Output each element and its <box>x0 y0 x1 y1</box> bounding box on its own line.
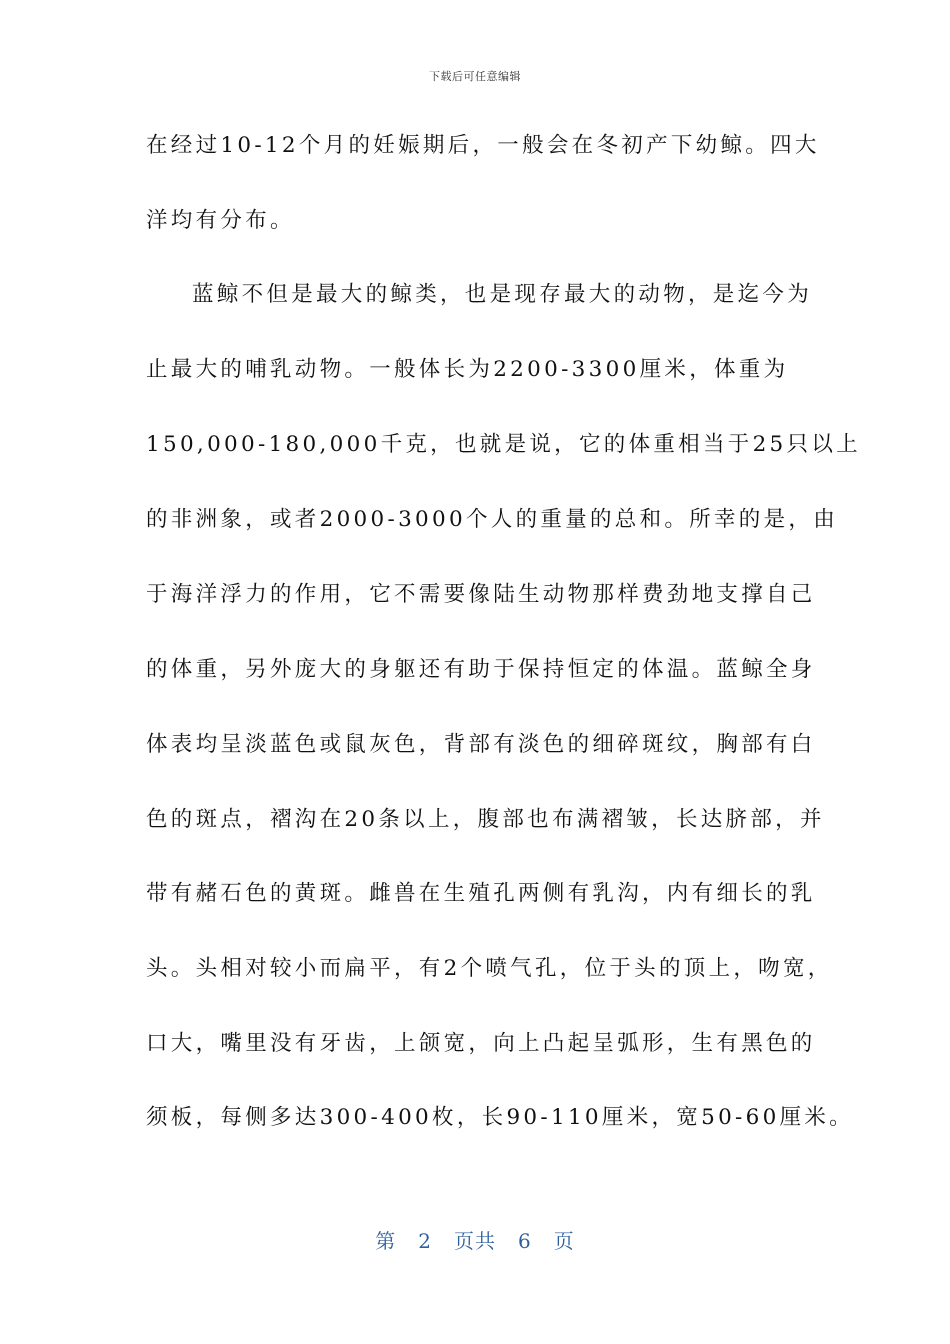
text-line: 带有赭石色的黄斑。雌兽在生殖孔两侧有乳沟，内有细长的乳 <box>146 881 816 906</box>
page-total: 6 <box>518 1229 532 1253</box>
header-note: 下载后可任意编辑 <box>429 70 521 83</box>
page-current: 2 <box>418 1229 432 1253</box>
text-line: 的体重，另外庞大的身躯还有助于保持恒定的体温。蓝鲸全身 <box>146 657 816 682</box>
page-mid: 页共 <box>454 1229 496 1253</box>
text-line: 在经过10-12个月的妊娠期后，一般会在冬初产下幼鲸。四大 <box>146 133 820 158</box>
text-line: 体表均呈淡蓝色或鼠灰色，背部有淡色的细碎斑纹，胸部有白 <box>146 732 816 757</box>
page-suffix: 页 <box>553 1229 575 1253</box>
text-line: 头。头相对较小而扁平，有2个喷气孔，位于头的顶上，吻宽， <box>146 956 833 981</box>
page-prefix: 第 <box>375 1229 397 1253</box>
text-line: 色的斑点，褶沟在20条以上，腹部也布满褶皱，长达脐部，并 <box>146 807 825 832</box>
text-line: 的非洲象，或者2000-3000个人的重量的总和。所幸的是，由 <box>146 507 838 532</box>
text-line: 洋均有分布。 <box>146 208 295 233</box>
text-line: 于海洋浮力的作用，它不需要像陆生动物那样费劲地支撑自己 <box>146 582 816 607</box>
text-line: 止最大的哺乳动物。一般体长为2200-3300厘米，体重为 <box>146 357 789 382</box>
text-line: 蓝鲸不但是最大的鲸类，也是现存最大的动物，是迄今为 <box>192 282 813 307</box>
text-line: 须板，每侧多达300-400枚，长90-110厘米，宽50-60厘米。 <box>146 1105 854 1130</box>
page-footer <box>0 1225 950 1254</box>
text-line: 口大，嘴里没有牙齿，上颌宽，向上凸起呈弧形，生有黑色的 <box>146 1031 816 1056</box>
text-line: 150,000-180,000千克，也就是说，它的体重相当于25只以上 <box>146 432 861 457</box>
